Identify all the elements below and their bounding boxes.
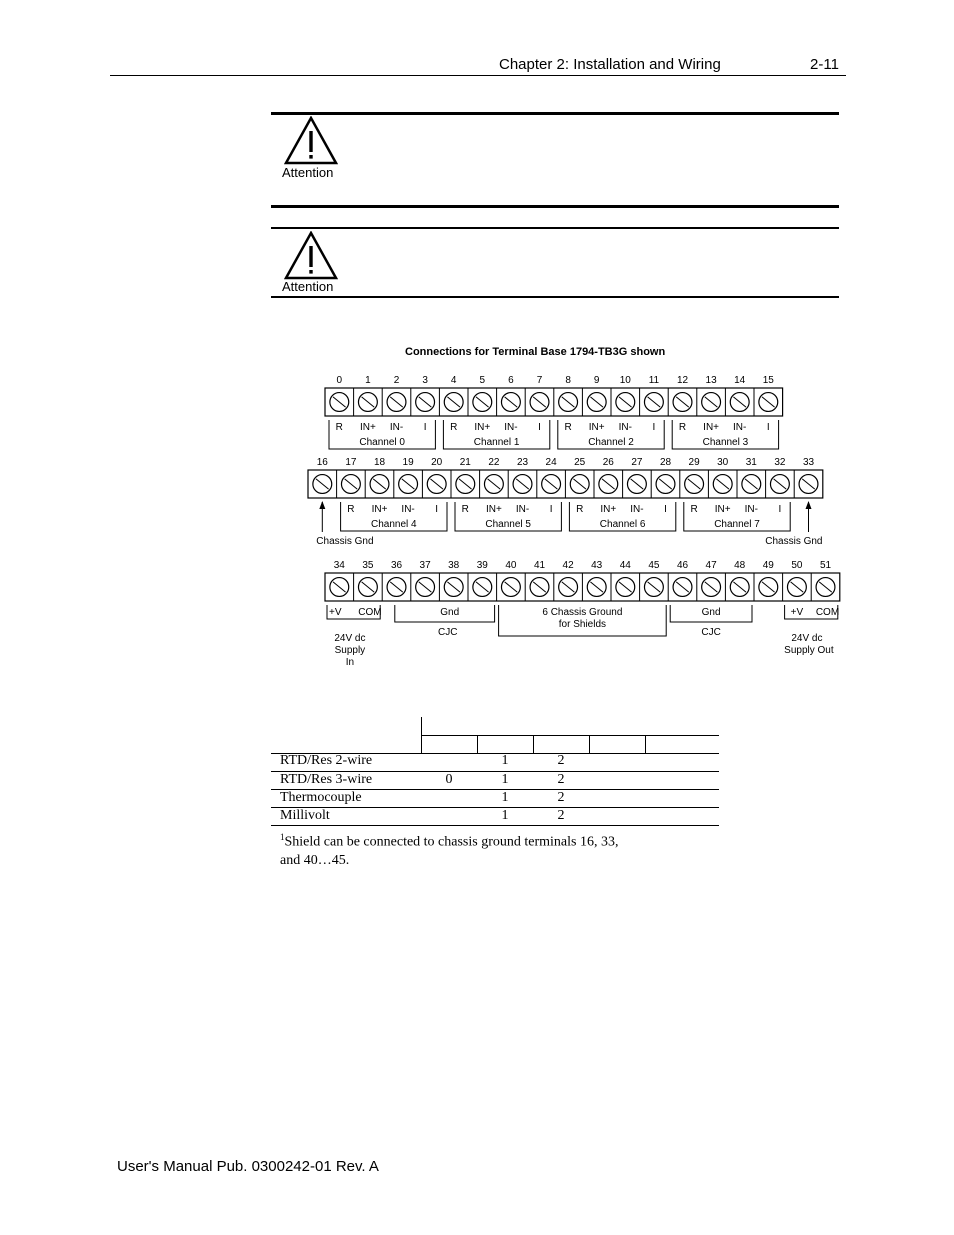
row-label: RTD/Res 2-wire bbox=[280, 753, 373, 768]
table-col-divider bbox=[421, 735, 422, 753]
row-value: 1 bbox=[501, 790, 509, 805]
channel-terminal-label: R bbox=[461, 504, 469, 515]
terminal-number: 21 bbox=[459, 457, 471, 468]
channel-terminal-label: IN- bbox=[744, 504, 758, 515]
terminal-number: 9 bbox=[593, 375, 600, 386]
channel-name: Channel 6 bbox=[599, 519, 646, 530]
terminal-number: 51 bbox=[819, 560, 832, 571]
terminal-number: 13 bbox=[705, 375, 717, 386]
supply-in-label: 24V dc bbox=[334, 633, 366, 644]
channel-terminal-label: IN+ bbox=[600, 504, 617, 515]
terminal-number: 44 bbox=[619, 560, 631, 571]
supply-label: +V bbox=[790, 607, 804, 618]
channel-terminal-label: IN- bbox=[618, 422, 632, 433]
terminal-number: 28 bbox=[659, 457, 672, 468]
warning-triangle-icon bbox=[284, 116, 338, 166]
terminal-number: 1 bbox=[365, 375, 371, 386]
channel-terminal-label: IN+ bbox=[485, 504, 502, 515]
channel-terminal-label: IN- bbox=[389, 422, 404, 433]
supply-label: +V bbox=[329, 607, 342, 618]
row-value: 1 bbox=[501, 772, 509, 787]
terminal-number: 15 bbox=[762, 375, 774, 386]
terminal-number: 27 bbox=[631, 457, 643, 468]
terminal-number: 35 bbox=[362, 560, 374, 571]
channel-terminal-label: R bbox=[450, 422, 458, 433]
channel-terminal-label: R bbox=[576, 504, 584, 515]
terminal-number: 46 bbox=[676, 560, 689, 571]
terminal-number: 25 bbox=[574, 457, 586, 468]
page-number: 2-11 bbox=[810, 56, 839, 73]
row-label: Thermocouple bbox=[280, 790, 362, 805]
terminal-number: 34 bbox=[333, 560, 345, 571]
attention-label: Attention bbox=[282, 279, 334, 294]
terminal-number: 33 bbox=[802, 457, 815, 468]
row-label: Millivolt bbox=[280, 808, 330, 823]
terminal-number: 2 bbox=[393, 375, 400, 386]
channel-terminal-label: IN- bbox=[515, 504, 530, 515]
terminal-number: 39 bbox=[476, 560, 488, 571]
table-row bbox=[271, 772, 719, 790]
terminal-number: 23 bbox=[516, 457, 529, 468]
channel-name: Channel 2 bbox=[588, 437, 634, 448]
terminal-number: 11 bbox=[648, 375, 660, 386]
terminal-number: 0 bbox=[336, 375, 343, 386]
channel-terminal-label: R bbox=[678, 422, 687, 433]
terminal-number: 4 bbox=[450, 375, 457, 386]
row-value: 2 bbox=[557, 808, 565, 823]
attention-bottom-rule bbox=[271, 296, 839, 298]
attention-bottom-rule bbox=[271, 205, 839, 208]
channel-name: Channel 7 bbox=[714, 519, 760, 530]
row-value: 0 bbox=[445, 772, 453, 787]
header-rule bbox=[110, 75, 846, 76]
attention-top-rule bbox=[271, 227, 839, 229]
table-col-divider bbox=[533, 735, 534, 753]
channel-name: Channel 4 bbox=[371, 519, 417, 530]
supply-label: COM bbox=[358, 607, 382, 618]
terminal-number: 7 bbox=[536, 375, 543, 386]
terminal-number: 43 bbox=[591, 560, 603, 571]
footnote-mark: 1 bbox=[280, 832, 285, 842]
terminal-number: 26 bbox=[602, 457, 614, 468]
terminal-number: 47 bbox=[705, 560, 717, 571]
gnd-label: Gnd bbox=[440, 607, 460, 618]
channel-name: Channel 0 bbox=[359, 437, 405, 448]
terminal-number: 41 bbox=[533, 560, 546, 571]
channel-terminal-label: IN+ bbox=[371, 504, 388, 515]
channel-terminal-label: I bbox=[778, 504, 782, 515]
terminal-number: 29 bbox=[688, 457, 700, 468]
terminal-number: 8 bbox=[565, 375, 571, 386]
terminal-number: 38 bbox=[448, 560, 460, 571]
attention-label: Attention bbox=[282, 165, 334, 180]
channel-terminal-label: IN+ bbox=[588, 422, 605, 433]
table-col-divider bbox=[645, 735, 646, 753]
attention-top-rule bbox=[271, 112, 839, 115]
terminal-number: 45 bbox=[648, 560, 660, 571]
channel-name: Channel 3 bbox=[702, 437, 749, 448]
row-value: 2 bbox=[557, 790, 565, 805]
channel-terminal-label: IN+ bbox=[359, 422, 376, 433]
footer-publication: User's Manual Pub. 0300242-01 Rev. A bbox=[117, 1158, 379, 1175]
supply-in-label: Supply bbox=[334, 645, 366, 656]
shield-ground-label: 6 Chassis Ground bbox=[542, 607, 623, 618]
channel-terminal-label: I bbox=[664, 504, 667, 515]
channel-terminal-label: R bbox=[690, 504, 698, 515]
footnote-text: Shield can be connected to chassis ground terminals 16, 33, bbox=[284, 834, 619, 850]
terminal-number: 31 bbox=[745, 457, 757, 468]
row-value: 1 bbox=[501, 808, 509, 823]
terminal-number: 12 bbox=[676, 375, 689, 386]
terminal-number: 48 bbox=[734, 560, 746, 571]
channel-terminal-label: R bbox=[564, 422, 572, 433]
terminal-number: 5 bbox=[479, 375, 486, 386]
table-row bbox=[271, 753, 719, 772]
chassis-gnd-label: Chassis Gnd bbox=[765, 536, 823, 547]
terminal-number: 18 bbox=[373, 457, 386, 468]
row-label: RTD/Res 3-wire bbox=[280, 772, 373, 787]
table-col-divider bbox=[589, 735, 590, 753]
channel-terminal-label: IN+ bbox=[703, 422, 720, 433]
footnote-text: and 40…45. bbox=[280, 852, 350, 868]
channel-terminal-label: I bbox=[423, 422, 427, 433]
wiring-table bbox=[271, 753, 719, 828]
arrow-head bbox=[319, 501, 325, 509]
channel-name: Channel 1 bbox=[473, 437, 520, 448]
terminal-number: 19 bbox=[402, 457, 414, 468]
row-value: 1 bbox=[501, 753, 509, 768]
terminal-number: 22 bbox=[488, 457, 500, 468]
channel-terminal-label: I bbox=[766, 422, 770, 433]
table-col-divider bbox=[477, 735, 478, 753]
table-header-divider bbox=[421, 717, 422, 735]
terminal-number: 42 bbox=[562, 560, 574, 571]
table-header-rule bbox=[421, 735, 719, 736]
channel-terminal-label: I bbox=[549, 504, 553, 515]
terminal-number: 40 bbox=[505, 560, 517, 571]
terminal-number: 17 bbox=[345, 457, 357, 468]
channel-terminal-label: I bbox=[435, 504, 439, 515]
terminal-number: 50 bbox=[791, 560, 803, 571]
channel-terminal-label: I bbox=[538, 422, 541, 433]
cjc-label: CJC bbox=[437, 627, 458, 638]
channel-terminal-label: IN+ bbox=[474, 422, 491, 433]
supply-in-label: In bbox=[345, 657, 355, 668]
channel-terminal-label: IN- bbox=[733, 422, 747, 433]
terminal-base-diagram bbox=[300, 368, 848, 678]
cjc-label: CJC bbox=[701, 627, 721, 638]
terminal-number: 6 bbox=[508, 375, 514, 386]
terminal-number: 49 bbox=[762, 560, 774, 571]
channel-terminal-label: IN- bbox=[401, 504, 415, 515]
terminal-number: 32 bbox=[774, 457, 786, 468]
table-row bbox=[271, 790, 719, 808]
chapter-title: Chapter 2: Installation and Wiring bbox=[499, 56, 721, 73]
terminal-number: 24 bbox=[545, 457, 557, 468]
terminal-number: 20 bbox=[431, 457, 443, 468]
terminal-number: 10 bbox=[619, 375, 631, 386]
channel-terminal-label: R bbox=[347, 504, 355, 515]
channel-terminal-label: I bbox=[652, 422, 656, 433]
terminal-number: 30 bbox=[717, 457, 729, 468]
warning-triangle-icon bbox=[284, 231, 338, 281]
gnd-label: Gnd bbox=[701, 607, 721, 618]
table-footnote bbox=[280, 828, 680, 870]
chassis-gnd-label: Chassis Gnd bbox=[316, 536, 374, 547]
channel-name: Channel 5 bbox=[485, 519, 531, 530]
supply-out-label: Supply Out bbox=[784, 645, 834, 656]
diagram-title: Connections for Terminal Base 1794-TB3G shown bbox=[405, 346, 666, 358]
channel-terminal-label: IN- bbox=[630, 504, 644, 515]
supply-label: COM bbox=[815, 607, 840, 618]
terminal-number: 16 bbox=[316, 457, 328, 468]
row-value: 2 bbox=[557, 772, 565, 787]
channel-terminal-label: IN+ bbox=[714, 504, 731, 515]
arrow-head bbox=[806, 501, 812, 509]
table-row bbox=[271, 808, 719, 826]
terminal-number: 37 bbox=[419, 560, 431, 571]
shield-ground-label: for Shields bbox=[558, 619, 607, 630]
row-value: 2 bbox=[557, 753, 565, 768]
supply-out-label: 24V dc bbox=[791, 633, 823, 644]
terminal-number: 14 bbox=[734, 375, 746, 386]
channel-terminal-label: R bbox=[335, 422, 343, 433]
channel-terminal-label: IN- bbox=[504, 422, 518, 433]
terminal-number: 3 bbox=[422, 375, 428, 386]
terminal-number: 36 bbox=[390, 560, 403, 571]
